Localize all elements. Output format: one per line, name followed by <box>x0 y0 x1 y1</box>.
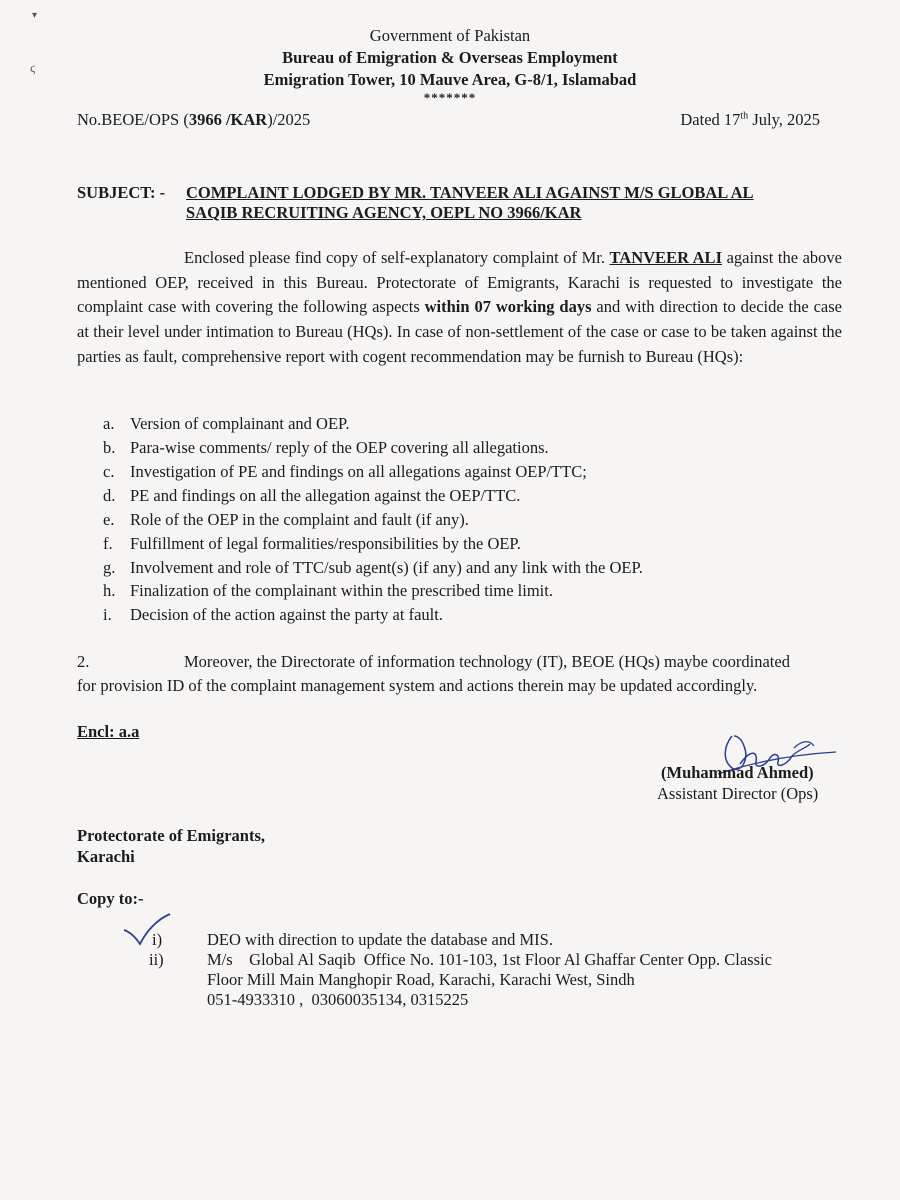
aspect-marker: d. <box>103 486 116 505</box>
copy-item-text: 051-4933310 , 03060035134, 0315225 <box>207 990 469 1009</box>
date-suffix: July, 2025 <box>748 110 820 129</box>
aspect-text: Involvement and role of TTC/sub agent(s) (if any) and any link with the OEP. <box>130 558 643 577</box>
paragraph-2-line-1: Moreover, the Directorate of information technology (IT), BEOE (HQs) maybe coordinated <box>184 652 790 671</box>
aspect-text: Investigation of PE and findings on all allegations against OEP/TTC; <box>130 462 587 481</box>
copy-item-text: M/s Global Al Saqib Office No. 101-103, 1st Floor Al Ghaffar Center Opp. Classic <box>207 950 772 969</box>
aspect-text: Decision of the action against the party at fault. <box>130 605 443 624</box>
copy-item-text: DEO with direction to update the database and MIS. <box>207 930 553 949</box>
letterhead-address: Emigration Tower, 10 Mauve Area, G-8/1, Islamabad <box>263 70 637 89</box>
reference-number <box>77 110 310 130</box>
aspect-item <box>103 509 469 531</box>
letterhead-separator: ******* <box>423 90 477 105</box>
paragraph-1-a: Enclosed please find copy of self-explanatory complaint of Mr. <box>184 248 610 267</box>
copy-to-label: Copy to:- <box>77 889 144 908</box>
reference-prefix: No.BEOE/OPS ( <box>77 110 189 129</box>
aspect-text: Finalization of the complainant within the prescribed time limit. <box>130 581 553 600</box>
aspect-item <box>103 557 643 579</box>
aspect-marker: g. <box>103 558 116 577</box>
checkmark-icon <box>122 912 174 946</box>
aspect-marker: h. <box>103 581 116 600</box>
date-prefix: Dated 17 <box>680 110 741 129</box>
copy-item-text: Floor Mill Main Manghopir Road, Karachi, Karachi West, Sindh <box>207 970 635 989</box>
aspect-item <box>103 533 521 555</box>
addressee-line-1: Protectorate of Emigrants, <box>77 826 266 845</box>
deadline-text: within 07 working days <box>424 297 592 317</box>
aspect-item <box>103 604 443 626</box>
signatory-name: (Muhammad Ahmed) <box>661 763 814 782</box>
reference-suffix: )/2025 <box>267 110 311 129</box>
copy-item-marker: ii) <box>149 950 164 969</box>
paragraph-2-line-2: for provision ID of the complaint management system and actions therein may be updated accordingly. <box>77 676 758 695</box>
subject-line-1: COMPLAINT LODGED BY MR. TANVEER ALI AGAINST M/S GLOBAL AL <box>186 183 754 202</box>
aspect-text: Para-wise comments/ reply of the OEP covering all allegations. <box>130 438 549 457</box>
paragraph-1-b: against the above mentioned OEP, received in this Bureau. Protectorate of Emigrants, Karachi is requested to investigate the complaint case with covering the following aspects <box>77 248 842 317</box>
aspect-text: Version of complainant and OEP. <box>130 414 350 433</box>
date-superscript: th <box>740 110 749 122</box>
aspect-item <box>103 485 520 507</box>
aspect-item <box>103 580 553 602</box>
subject-line-2: SAQIB RECRUITING AGENCY, OEPL NO 3966/KAR <box>186 203 582 222</box>
aspect-item <box>103 461 587 483</box>
aspect-marker: i. <box>103 605 112 624</box>
letterhead-bureau: Bureau of Emigration & Overseas Employment <box>282 48 618 67</box>
aspect-item <box>103 437 549 459</box>
copy-item-marker: i) <box>152 930 163 949</box>
paragraph-2-number: 2. <box>77 652 90 671</box>
subject-label: SUBJECT: - <box>77 183 166 202</box>
paragraph-1 <box>77 246 842 370</box>
enclosure-note: Encl: a.a <box>77 722 140 741</box>
addressee-line-2: Karachi <box>77 847 135 866</box>
aspect-text: Fulfillment of legal formalities/responsibilities by the OEP. <box>130 534 521 553</box>
margin-mark-side: ϛ <box>30 60 36 75</box>
paragraph-1-c: and with direction to decide the case at their level under intimation to Bureau (HQs). In case of non-settlement of the case or case to be taken against the parties as fault, comprehensive report with cogent recommendation may be furnish to Bureau (HQs): <box>77 297 842 366</box>
letterhead-government: Government of Pakistan <box>369 26 531 45</box>
reference-code: 3966 /KAR <box>188 110 268 129</box>
complainant-name: TANVEER ALI <box>609 248 722 267</box>
aspect-marker: a. <box>103 414 115 433</box>
aspect-marker: c. <box>103 462 115 481</box>
signatory-designation: Assistant Director (Ops) <box>657 784 819 803</box>
aspect-marker: b. <box>103 438 116 457</box>
aspect-marker: f. <box>103 534 113 553</box>
aspect-text: PE and findings on all the allegation against the OEP/TTC. <box>130 486 521 505</box>
letter-date <box>680 110 820 130</box>
aspect-marker: e. <box>103 510 115 529</box>
margin-mark-top: ▾ <box>32 10 38 21</box>
aspect-text: Role of the OEP in the complaint and fault (if any). <box>130 510 469 529</box>
aspect-item <box>103 413 350 435</box>
